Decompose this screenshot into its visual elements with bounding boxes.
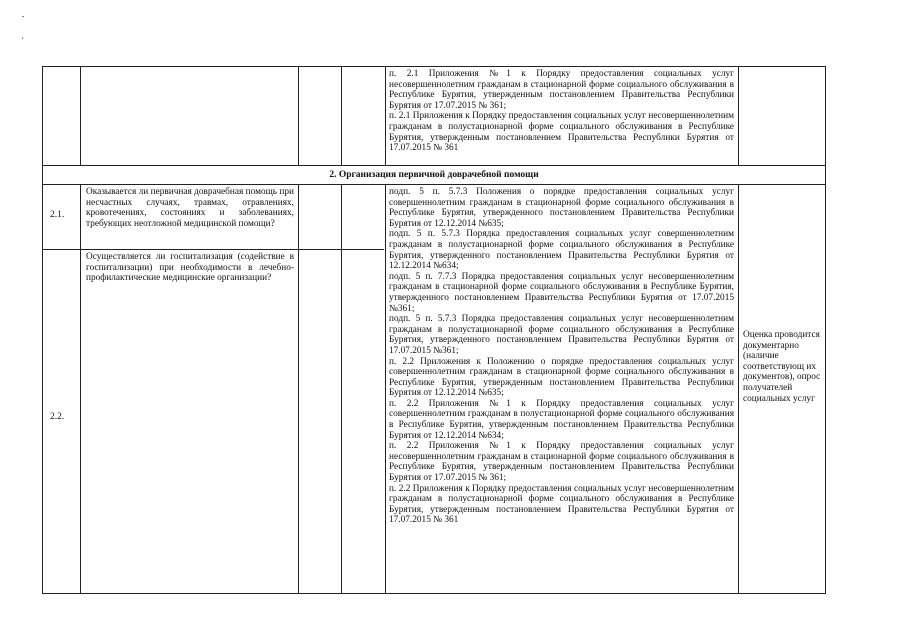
reference-paragraph: подп. 5 п. 5.7.3 Порядка предоставления социальных услуг совершеннолетним гражданам в полустационарной форме социального обслуживания в Республике Бурятия, утвержденного постановлением Правительства Республики Бурятия от 12.12.2014 №634;	[389, 229, 734, 272]
row-divider-top-row	[42, 165, 826, 166]
col-divider-4-body	[385, 184, 386, 594]
reference-paragraph: п. 2.2 Приложения к Порядку предоставления социальных услуг несовершеннолетним гражданам в полустационарной форме социального обслуживания в Республике Бурятия, утвержденным постановлением Правительства Республики Бурятия от 17.07.2015 № 361	[389, 483, 734, 526]
row-divider-section	[42, 184, 826, 185]
row-number: 2.1.	[50, 210, 65, 220]
col-divider-3-body	[341, 184, 342, 594]
reference-paragraph: п. 2.1 Приложения к Порядку предоставления социальных услуг несовершеннолетним гражданам в полустационарной форме социального обслуживания в Республике Бурятия, утвержденным постановлением Правительства Республики Бурятия от 17.07.2015 № 361	[389, 111, 734, 154]
col-divider-3-top	[341, 66, 342, 166]
row-divider-2-1	[42, 249, 384, 250]
top-row-references	[389, 69, 734, 165]
col-divider-4-top	[385, 66, 386, 166]
col-divider-5-body	[738, 184, 739, 594]
col-divider-1-body	[80, 184, 81, 594]
row-number: 2.2.	[50, 412, 65, 422]
reference-paragraph: подп. 5 п. 5.7.3 Положения о порядке предоставления социальных услуг совершеннолетним гражданам в стационарной форме социального обслуживания в Республике Бурятия, утвержденного постановлением Правительства Республики Бурятия от 12.12.2014 №635;	[389, 187, 734, 229]
row-question: Осуществляется ли госпитализация (содействие в госпитализации) при необходимости в лечебно-профилактические медицинские организации?	[86, 252, 294, 284]
col-divider-5-top	[738, 66, 739, 166]
reference-paragraph: п. 2.1 Приложения №1 к Порядку предоставления социальных услуг несовершеннолетним гражданам в стационарной форме социального обслуживания в Республике Бурятия, утвержденным постановлением Правительства Республики Бурятия от 17.07.2015 № 361;	[389, 69, 734, 111]
assessment-method-note: Оценка проводится документарно (наличие соответствующ их документов), опрос получателей социальных услуг	[743, 330, 821, 404]
col-divider-2-top	[298, 66, 299, 166]
reference-paragraph: подп. 5 п. 7.7.3 Порядка предоставления социальных услуг несовершеннолетним гражданам в стационарной форме социального обслуживания в Республике Бурятия, утвержденного постановлением Правительства Республики Бурятия от 17.07.2015 №361;	[389, 271, 734, 314]
scan-mark	[22, 37, 23, 39]
reference-paragraph: п. 2.2 Приложения №1 к Порядку предоставления социальных услуг совершеннолетним гражданам в полустационарной форме социального обслуживания в Республике Бурятия, утвержденным постановлением Правительства Республики Бурятия от 12.12.2014 №634;	[389, 398, 734, 441]
normative-references	[389, 187, 734, 592]
reference-paragraph: п. 2.2 Приложения к Положению о порядке предоставления социальных услуг совершеннолетним гражданам в стационарной форме социального обслуживания в Республике Бурятия, утвержденным постановлением Правительства Республики Бурятия от 12.12.2014 №635;	[389, 356, 734, 399]
reference-paragraph: п. 2.2 Приложения №1 к Порядку предоставления социальных услуг несовершеннолетним гражданам в стационарной форме социального обслуживания в Республике Бурятия, утвержденным постановлением Правительства Республики Бурятия от 17.07.2015 № 361;	[389, 441, 734, 484]
scan-mark	[22, 16, 24, 17]
reference-paragraph: подп. 5 п. 5.7.3 Порядка предоставления социальных услуг несовершеннолетним гражданам в полустационарной форме социального обслуживания в Республике Бурятия, утвержденного постановлением Правительства Республики Бурятия от 17.07.2015 №361;	[389, 314, 734, 356]
section-title: 2. Организация первичной доврачебной помощи	[329, 170, 539, 180]
row-question: Оказывается ли первичная доврачебная помощь при несчастных случаях, травмах, отравлениях, кровотечениях, состояниях и заболеваниях, требующих неотложной медицинской помощи?	[86, 187, 294, 229]
col-divider-2-body	[298, 184, 299, 594]
col-divider-1-top	[80, 66, 81, 166]
